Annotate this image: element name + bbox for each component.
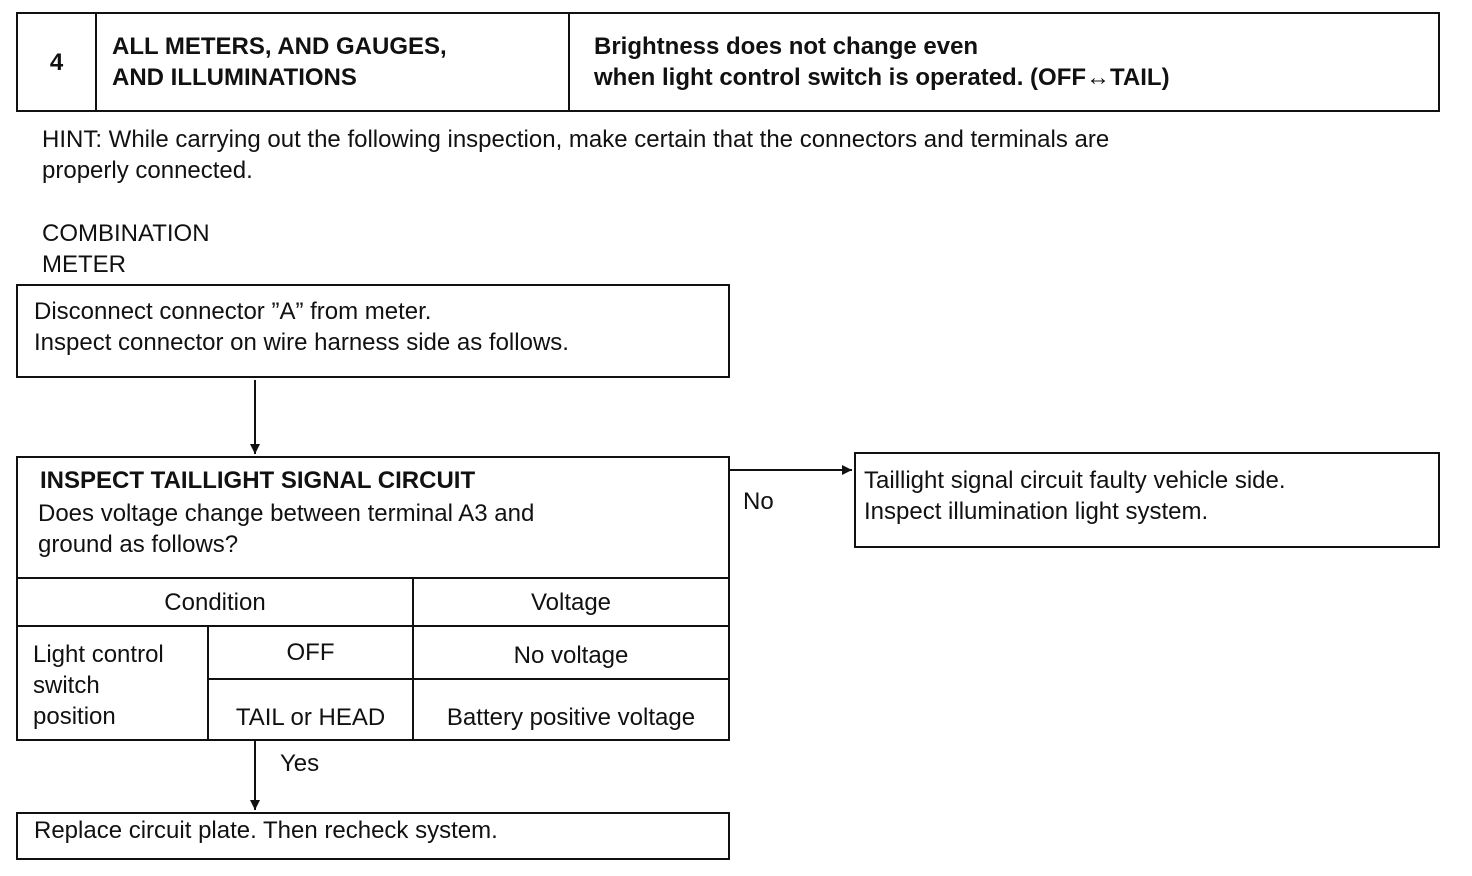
no-label: No (743, 488, 774, 515)
yes-result-text: Replace circuit plate. Then recheck system. (34, 817, 498, 844)
yes-label: Yes (280, 750, 320, 777)
inspect-title: INSPECT TAILLIGHT SIGNAL CIRCUIT (40, 467, 476, 494)
hint-text: HINT: While carrying out the following inspection, make certain that the connectors and terminals are properly connected. (42, 126, 1110, 184)
table-cell-voltage-tail: Battery positive voltage (446, 704, 696, 731)
table-header-voltage: Voltage (530, 588, 612, 616)
category-title: ALL METERS, AND GAUGES, AND ILLUMINATIONS (112, 33, 447, 91)
no-result-text: Taillight signal circuit faulty vehicle side. Inspect illumination light system. (864, 467, 1286, 525)
component-label: COMBINATION METER (42, 220, 210, 278)
inspect-question: Does voltage change between terminal A3 and ground as follows? (38, 500, 535, 558)
header-divider-2 (568, 12, 570, 112)
table-cell-voltage-off: No voltage (513, 642, 629, 669)
table-cell-condition-off: OFF (286, 639, 335, 666)
table-row-label: Light control switch position (33, 641, 164, 730)
step1-text: Disconnect connector ”A” from meter. Inspect connector on wire harness side as follows. (34, 298, 569, 356)
symptom-text: Brightness does not change even when light control switch is operated. (OFF↔TAIL) (594, 33, 1170, 91)
table-cell-condition-tail: TAIL or HEAD (235, 704, 386, 731)
header-divider-1 (95, 12, 97, 112)
step-number: 4 (49, 48, 64, 76)
table-header-condition: Condition (164, 588, 266, 616)
